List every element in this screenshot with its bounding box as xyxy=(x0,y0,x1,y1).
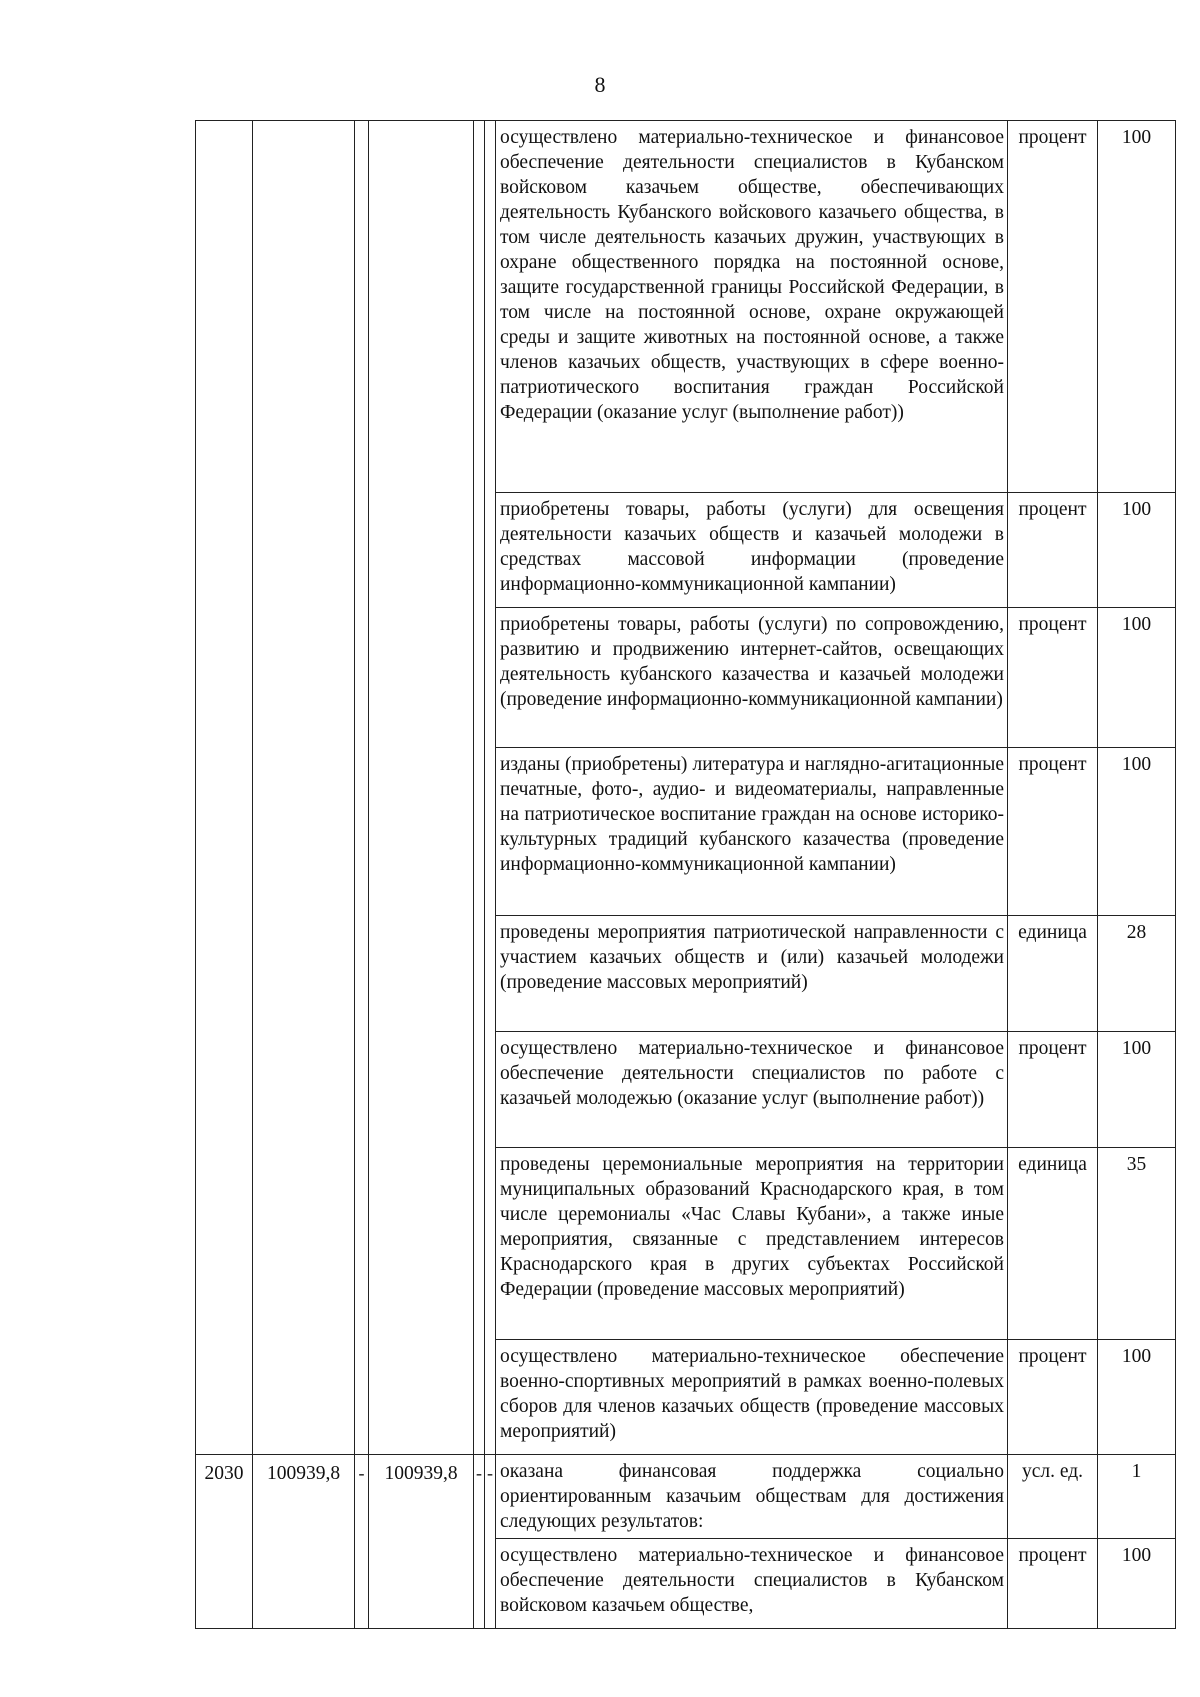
unit-cell: процент xyxy=(1008,1340,1098,1455)
result-description: изданы (приобретены) литература и наглядно-агитационные печатные, фото-, аудио- и видеоматериалы, направленные на патриотическое воспитание граждан на основе историко-культурных традиций кубанского казачества (проведение информационно-коммуникационной кампании) xyxy=(496,748,1008,916)
col-c-cell xyxy=(485,121,496,1455)
result-description: осуществлено материально-техническое и финансовое обеспечение деятельности специалистов в Кубанском войсковом казачьем обществе, обеспечивающих деятельность Кубанского войскового казачьего общества, в том числе деятельность казачьих дружин, участвующих в охране общественного порядка на постоянной основе, защите государственной границы Российской Федерации, в том числе на постоянной основе, охране окружающей среды и защите животных на постоянной основе, а также членов казачьих обществ, участвующих в сфере военно-патриотического воспитания граждан Российской Федерации (оказание услуг (выполнение работ)) xyxy=(496,121,1008,493)
result-description: оказана финансовая поддержка социально ориентированным казачьим обществам для достижения следующих результатов: xyxy=(496,1455,1008,1539)
unit-cell: усл. ед. xyxy=(1008,1455,1098,1539)
value-cell: 100 xyxy=(1098,1032,1176,1148)
total-cell xyxy=(253,121,355,1455)
unit-cell: процент xyxy=(1008,493,1098,608)
result-description: осуществлено материально-техническое и финансовое обеспечение деятельности специалистов по работе с казачьей молодежью (оказание услуг (выполнение работ)) xyxy=(496,1032,1008,1148)
col-a-cell xyxy=(355,121,369,1455)
value-cell: 1 xyxy=(1098,1455,1176,1539)
col-b-cell: - xyxy=(474,1455,485,1629)
table-row-year-2030 xyxy=(196,1455,1176,1539)
value-cell: 100 xyxy=(1098,1539,1176,1629)
value-cell: 35 xyxy=(1098,1148,1176,1340)
unit-cell: процент xyxy=(1008,121,1098,493)
result-description: осуществлено материально-техническое обеспечение военно-спортивных мероприятий в рамках военно-полевых сборов для членов казачьих обществ (проведение массовых мероприятий) xyxy=(496,1340,1008,1455)
col-b-cell xyxy=(474,121,485,1455)
value-cell: 100 xyxy=(1098,608,1176,748)
result-description: проведены мероприятия патриотической направленности с участием казачьих обществ и (или) казачьей молодежи (проведение массовых мероприятий) xyxy=(496,916,1008,1032)
value-cell: 100 xyxy=(1098,1340,1176,1455)
col-c-cell: - xyxy=(485,1455,496,1629)
results-table xyxy=(195,120,1176,1629)
unit-cell: процент xyxy=(1008,748,1098,916)
table-row xyxy=(196,121,1176,493)
value-cell: 28 xyxy=(1098,916,1176,1032)
unit-cell: процент xyxy=(1008,1032,1098,1148)
unit-cell: единица xyxy=(1008,1148,1098,1340)
unit-cell: процент xyxy=(1008,1539,1098,1629)
year-cell xyxy=(196,121,253,1455)
regional-cell xyxy=(369,121,474,1455)
total-cell: 100939,8 xyxy=(253,1455,355,1629)
value-cell: 100 xyxy=(1098,121,1176,493)
result-description: осуществлено материально-техническое и финансовое обеспечение деятельности специалистов в Кубанском войсковом казачьем обществе, xyxy=(496,1539,1008,1629)
regional-cell: 100939,8 xyxy=(369,1455,474,1629)
value-cell: 100 xyxy=(1098,748,1176,916)
unit-cell: процент xyxy=(1008,608,1098,748)
result-description: проведены церемониальные мероприятия на территории муниципальных образований Краснодарского края, в том числе церемониалы «Час Славы Кубани», а также иные мероприятия, связанные с представлением интересов Краснодарского края в других субъектах Российской Федерации (проведение массовых мероприятий) xyxy=(496,1148,1008,1340)
year-cell: 2030 xyxy=(196,1455,253,1629)
unit-cell: единица xyxy=(1008,916,1098,1032)
result-description: приобретены товары, работы (услуги) по сопровождению, развитию и продвижению интернет-сайтов, освещающих деятельность кубанского казачества и казачьей молодежи (проведение информационно-коммуникационной кампании) xyxy=(496,608,1008,748)
col-a-cell: - xyxy=(355,1455,369,1629)
value-cell: 100 xyxy=(1098,493,1176,608)
result-description: приобретены товары, работы (услуги) для освещения деятельности казачьих обществ и казачьей молодежи в средствах массовой информации (проведение информационно-коммуникационной кампании) xyxy=(496,493,1008,608)
page-number: 8 xyxy=(594,72,606,97)
